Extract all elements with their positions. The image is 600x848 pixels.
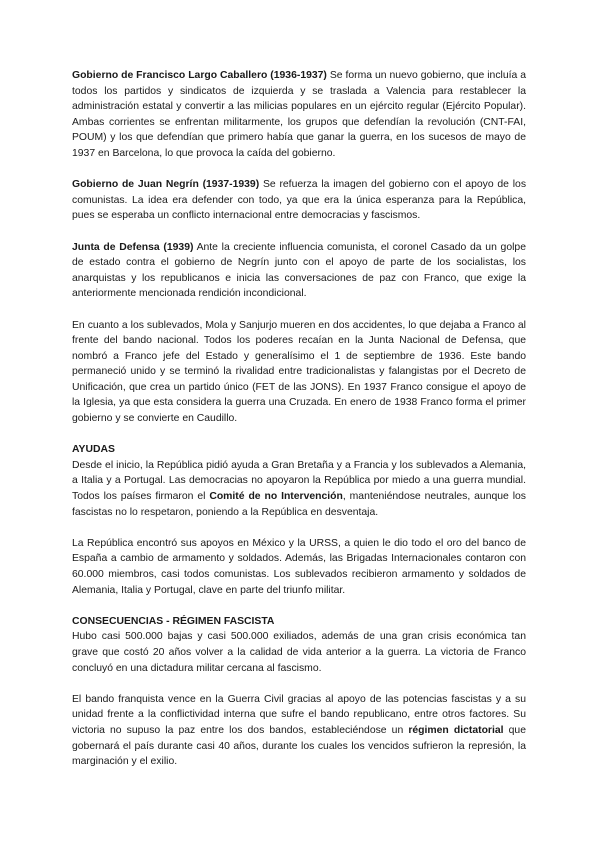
paragraph-text: En cuanto a los sublevados, Mola y Sanjurjo mueren en dos accidentes, lo que dejaba a Franco al frente del bando nacional. Todos los poderes recaían en la Junta Nacional de Defensa, que nombró a Franco jefe del Estado y generalísimo el 1 de septiembre de 1936. Este bando permaneció unido y se terminó la rivalidad entre tradicionalistas y falangistas por el Decreto de Unificación, que crea un partido único (FET de las JONS). En 1937 Franco consigue el apoyo de la Iglesia, ya que esta considera la guerra una Cruzada. En enero de 1938 Franco forma el primer gobierno y se convierte en Caudillo. (72, 319, 526, 425)
paragraph-largo-caballero (72, 68, 526, 162)
document-body (72, 68, 526, 770)
paragraph-consecuencias-regimen (72, 692, 526, 770)
paragraph-ayudas-intro (72, 458, 526, 520)
paragraph-sublevados (72, 318, 526, 427)
paragraph-bold-term: régimen dictatorial (408, 724, 504, 736)
paragraph-text: El bando franquista vence en la Guerra Civil gracias al apoyo de las potencias fascistas y a su unidad frente a la conflictividad interna que sufre el bando republicano, entre otros factores. Su victoria no supuso la paz entre los dos bandos, estableciéndose un (72, 693, 526, 736)
paragraph-text: Hubo casi 500.000 bajas y casi 500.000 exiliados, además de una gran crisis económica tan grave que costó 20 años volver a la calidad de vida anterior a la guerra. La victoria de Franco concluyó en una dictadura militar cercana al fascismo. (72, 631, 526, 674)
paragraph-lead: Junta de Defensa (1939) (72, 241, 194, 253)
paragraph-consecuencias-bajas (72, 629, 526, 676)
paragraph-junta-defensa (72, 240, 526, 302)
paragraph-lead: Gobierno de Juan Negrín (1937-1939) (72, 179, 260, 191)
paragraph-ayudas-apoyos (72, 536, 526, 598)
paragraph-text: Se forma un nuevo gobierno, que incluía a todos los partidos y sindicatos de izquierda y se traslada a Valencia para restablecer la administración estatal y convertir a las milicias populares en un ejército regular (Ejército Popular). Ambas corrientes se enfrentan militarmente, los grupos que defendían la revolución (CNT-FAI, POUM) y los que defendían que primero había que ganar la guerra, en los sucesos de mayo de 1937 en Barcelona, lo que provoca la caída del gobierno. (72, 70, 527, 159)
paragraph-text: , manteniéndose neutrales, aunque los fascistas no lo respetaron, poniendo a la República en desventaja. (72, 491, 526, 518)
paragraph-text: Desde el inicio, la República pidió ayuda a Gran Bretaña y a Francia y los sublevados a Alemania, a Italia y a Portugal. Las democracias no apoyaron la República por miedo a una guerra mundial. Todos los países firmaron el (72, 459, 526, 503)
paragraph-negrin (72, 177, 526, 224)
paragraph-text: que gobernará el país durante casi 40 años, durante los cuales los vencidos sufrieron la represión, la marginación y el exilio. (72, 724, 526, 768)
paragraph-bold-term: Comité de no Intervención (209, 491, 343, 503)
paragraph-text: La República encontró sus apoyos en México y la URSS, a quien le dio todo el oro del banco de España a cambio de armamento y soldados. Además, las Brigadas Internacionales contaron con 60.000 miembros, casi todos comunistas. Los sublevados recibieron armamento y soldados de Alemania, Italia y Portugal, clave en parte del triunfo militar. (72, 537, 526, 596)
section-heading-consecuencias: CONSECUENCIAS - RÉGIMEN FASCISTA (72, 615, 275, 627)
paragraph-lead: Gobierno de Francisco Largo Caballero (1936-1937) (72, 70, 327, 81)
section-heading-ayudas: AYUDAS (72, 444, 115, 456)
paragraph-text: Se refuerza la imagen del gobierno con el apoyo de los comunistas. La idea era defender con todo, ya que era la única esperanza para la República, pues se esperaba un conflicto internacional entre democracias y fascismos. (72, 179, 527, 222)
paragraph-text: Ante la creciente influencia comunista, el coronel Casado da un golpe de estado contra el gobierno de Negrín junto con el apoyo de parte de los socialistas, los anarquistas y los republicanos e inicia las conversaciones de paz con Franco, que exige la anteriormente mencionada rendición incondicional. (72, 241, 526, 300)
